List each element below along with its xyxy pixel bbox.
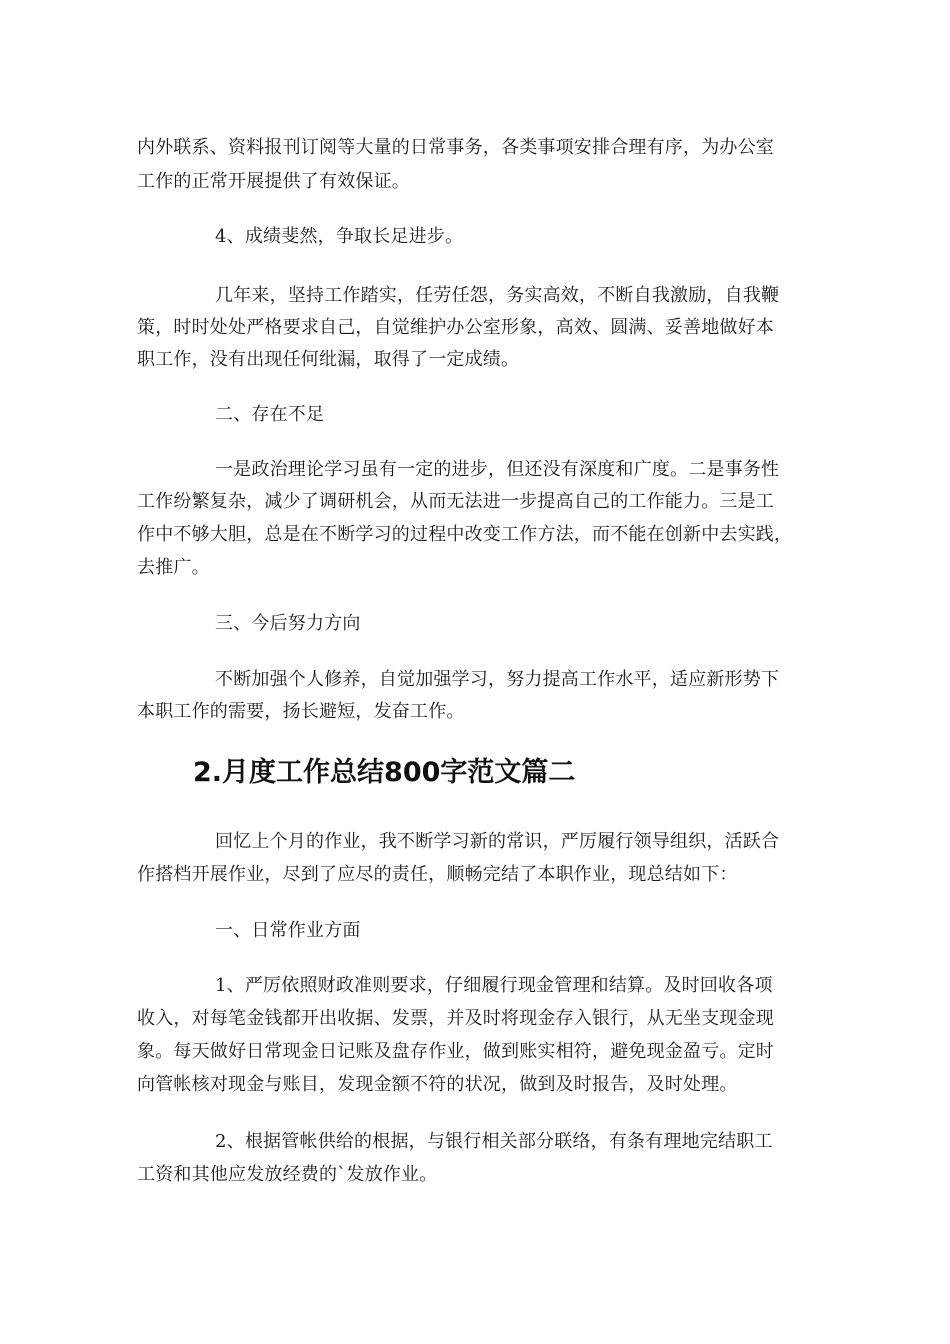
paragraph-line: 作中不够大胆，总是在不断学习的过程中改变工作方法，而不能在创新中去实践，: [137, 524, 793, 545]
paragraph-line: 向管帐核对现金与账目，发现金额不符的状况，做到及时报告，及时处理。: [137, 1074, 738, 1095]
paragraph-line: 象。每天做好日常现金日记账及盘存作业，做到账实相符，避免现金盈亏。定时: [137, 1041, 774, 1062]
paragraph-line: 几年来，坚持工作踏实，任劳任怨，务实高效，不断自我激励，自我鞭: [215, 285, 780, 306]
section-heading: 三、今后努力方向: [215, 613, 361, 634]
paragraph-line: 内外联系、资料报刊订阅等大量的日常事务，各类事项安排合理有序，为办公室: [137, 137, 774, 158]
paragraph-line: 作搭档开展作业，尽到了应尽的责任，顺畅完结了本职作业，现总结如下：: [137, 864, 738, 885]
paragraph-line: 2、根据管帐供给的根据，与银行相关部分联络，有条有理地完结职工: [215, 1131, 773, 1152]
paragraph-line: 不断加强个人修养，自觉加强学习，努力提高工作水平，适应新形势下: [215, 669, 780, 690]
paragraph-line: 工作的正常开展提供了有效保证。: [137, 171, 410, 192]
paragraph-line: 工资和其他应发放经费的`发放作业。: [137, 1164, 438, 1185]
section-heading: 一、日常作业方面: [215, 920, 361, 941]
section-heading: 二、存在不足: [215, 404, 325, 425]
paragraph-line: 策，时时处处严格要求自己，自觉维护办公室形象，高效、圆满、妥善地做好本: [137, 317, 774, 338]
paragraph-line: 1、严厉依照财政准则要求，仔细履行现金管理和结算。及时回收各项: [215, 975, 773, 996]
paragraph-line: 去推广。: [137, 557, 210, 578]
paragraph-line: 职工作，没有出现任何纰漏，取得了一定成绩。: [137, 349, 520, 370]
paragraph-line: 收入，对每笔金钱都开出收据、发票，并及时将现金存入银行，从无坐支现金现: [137, 1008, 774, 1029]
paragraph-line: 回忆上个月的作业，我不断学习新的常识，严厉履行领导组织，活跃合: [215, 831, 780, 852]
paragraph-line: 本职工作的需要，扬长避短，发奋工作。: [137, 701, 465, 722]
paragraph-line: 工作纷繁复杂，减少了调研机会，从而无法进一步提高自己的工作能力。三是工: [137, 491, 774, 512]
article-title: 2.月度工作总结800字范文篇二: [193, 757, 576, 788]
paragraph-line: 一是政治理论学习虽有一定的进步，但还没有深度和广度。二是事务性: [215, 459, 780, 480]
list-item-heading: 4、成绩斐然，争取长足进步。: [215, 226, 464, 247]
